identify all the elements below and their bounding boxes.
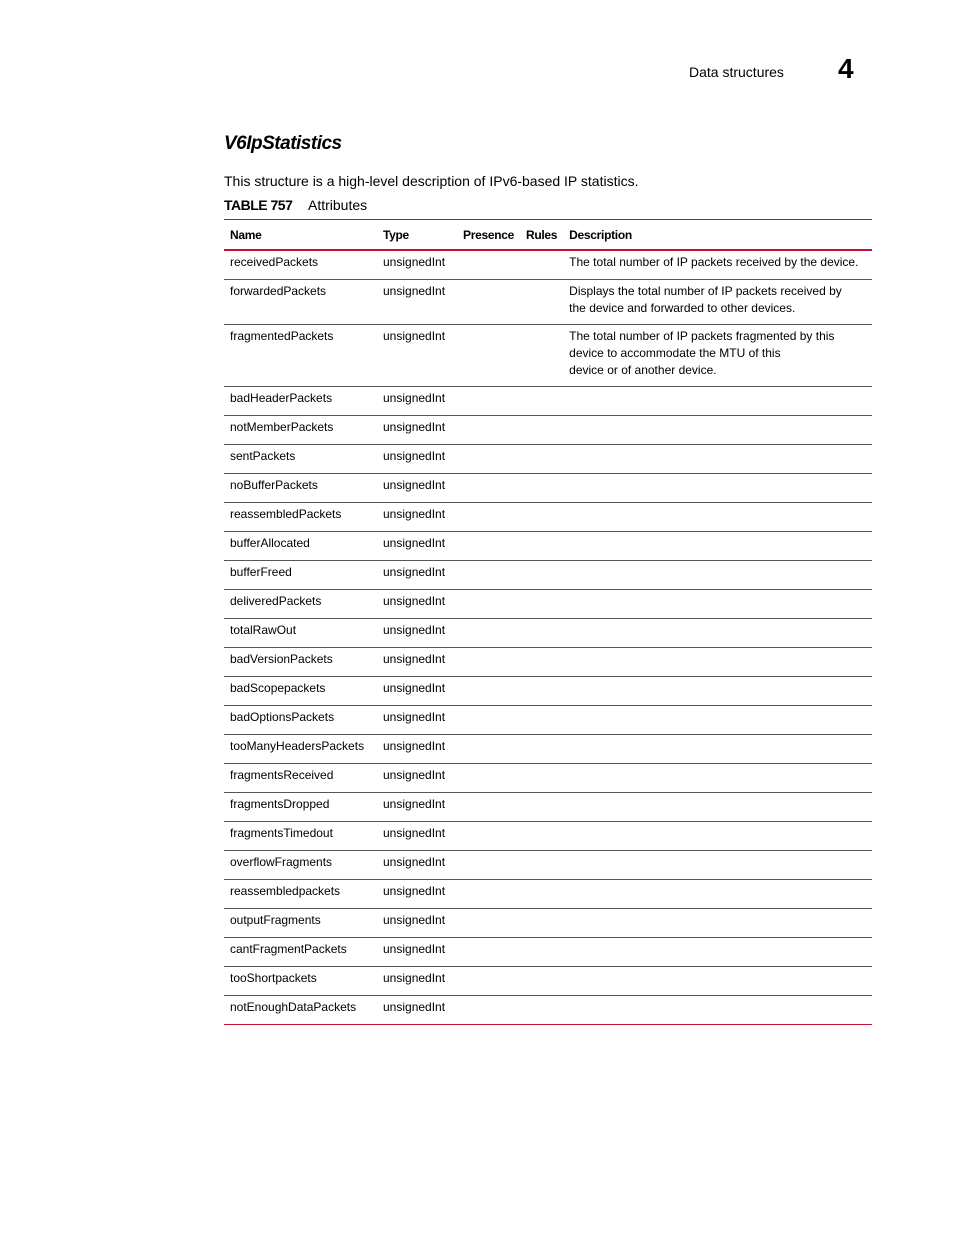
cell-presence: [457, 416, 520, 445]
table-caption-text: Attributes: [308, 197, 368, 213]
cell-rules: [520, 880, 563, 909]
table-row: [224, 764, 872, 793]
cell-type: unsignedInt: [377, 387, 457, 416]
cell-type: unsignedInt: [377, 880, 457, 909]
cell-type: unsignedInt: [377, 851, 457, 880]
cell-name: badOptionsPackets: [224, 706, 377, 735]
cell-presence: [457, 677, 520, 706]
cell-description: [563, 416, 872, 445]
table-row: [224, 996, 872, 1025]
cell-presence: [457, 996, 520, 1025]
cell-rules: [520, 445, 563, 474]
cell-type: unsignedInt: [377, 909, 457, 938]
cell-description: [563, 735, 872, 764]
cell-presence: [457, 445, 520, 474]
cell-description: [563, 677, 872, 706]
running-header-section: Data structures: [689, 64, 784, 80]
cell-description: [563, 706, 872, 735]
cell-description: [563, 590, 872, 619]
cell-presence: [457, 851, 520, 880]
cell-description: [563, 880, 872, 909]
cell-description: [563, 250, 872, 280]
chapter-number: 4: [838, 53, 854, 84]
table-row: [224, 325, 872, 387]
description-line: The total number of IP packets received by the device.: [569, 255, 859, 269]
cell-description: [563, 909, 872, 938]
cell-presence: [457, 619, 520, 648]
cell-rules: [520, 735, 563, 764]
cell-presence: [457, 503, 520, 532]
table-row: [224, 503, 872, 532]
cell-type: unsignedInt: [377, 325, 457, 387]
cell-type: unsignedInt: [377, 532, 457, 561]
table-body: [224, 250, 872, 1025]
table-row: [224, 445, 872, 474]
cell-type: unsignedInt: [377, 677, 457, 706]
cell-rules: [520, 387, 563, 416]
cell-type: unsignedInt: [377, 416, 457, 445]
cell-name: sentPackets: [224, 445, 377, 474]
cell-rules: [520, 967, 563, 996]
cell-type: unsignedInt: [377, 822, 457, 851]
cell-rules: [520, 280, 563, 325]
table-row: [224, 532, 872, 561]
cell-description: [563, 280, 872, 325]
cell-rules: [520, 619, 563, 648]
column-header-type: Type: [377, 220, 457, 251]
cell-presence: [457, 735, 520, 764]
table-row: [224, 250, 872, 280]
cell-presence: [457, 561, 520, 590]
cell-description: [563, 561, 872, 590]
cell-name: fragmentedPackets: [224, 325, 377, 387]
cell-rules: [520, 250, 563, 280]
table-row: [224, 280, 872, 325]
cell-presence: [457, 648, 520, 677]
cell-description: [563, 938, 872, 967]
cell-rules: [520, 416, 563, 445]
cell-description: [563, 619, 872, 648]
cell-description: [563, 822, 872, 851]
cell-description: [563, 474, 872, 503]
table-row: [224, 909, 872, 938]
cell-name: bufferFreed: [224, 561, 377, 590]
cell-name: tooShortpackets: [224, 967, 377, 996]
cell-description: [563, 503, 872, 532]
table-row: [224, 851, 872, 880]
column-header-rules: Rules: [520, 220, 563, 251]
table-row: [224, 967, 872, 996]
table-row: [224, 677, 872, 706]
cell-rules: [520, 532, 563, 561]
section-title: V6IpStatistics: [224, 133, 342, 154]
cell-type: unsignedInt: [377, 706, 457, 735]
cell-presence: [457, 793, 520, 822]
table-row: [224, 416, 872, 445]
attributes-table: [224, 219, 872, 1025]
table-row: [224, 822, 872, 851]
cell-name: fragmentsDropped: [224, 793, 377, 822]
cell-name: outputFragments: [224, 909, 377, 938]
description-line: The total number of IP packets fragmented by this: [569, 329, 835, 343]
cell-presence: [457, 967, 520, 996]
cell-type: unsignedInt: [377, 793, 457, 822]
cell-description: [563, 325, 872, 387]
cell-type: unsignedInt: [377, 764, 457, 793]
cell-rules: [520, 561, 563, 590]
intro-paragraph: This structure is a high-level description of IPv6-based IP statistics.: [224, 173, 639, 189]
cell-type: unsignedInt: [377, 561, 457, 590]
cell-presence: [457, 532, 520, 561]
cell-type: unsignedInt: [377, 280, 457, 325]
cell-presence: [457, 280, 520, 325]
cell-name: totalRawOut: [224, 619, 377, 648]
description-line: device to accommodate the MTU of this: [569, 346, 781, 360]
cell-rules: [520, 706, 563, 735]
cell-presence: [457, 706, 520, 735]
cell-rules: [520, 793, 563, 822]
cell-description: [563, 648, 872, 677]
table-row: [224, 648, 872, 677]
column-header-description: Description: [563, 220, 872, 251]
cell-name: forwardedPackets: [224, 280, 377, 325]
cell-presence: [457, 822, 520, 851]
cell-type: unsignedInt: [377, 967, 457, 996]
cell-type: unsignedInt: [377, 590, 457, 619]
cell-type: unsignedInt: [377, 735, 457, 764]
description-line: device or of another device.: [569, 363, 717, 377]
cell-rules: [520, 938, 563, 967]
cell-rules: [520, 851, 563, 880]
cell-name: overflowFragments: [224, 851, 377, 880]
cell-rules: [520, 590, 563, 619]
cell-rules: [520, 822, 563, 851]
table-row: [224, 793, 872, 822]
description-line: Displays the total number of IP packets received by: [569, 284, 842, 298]
table-row: [224, 619, 872, 648]
column-header-name: Name: [224, 220, 377, 251]
cell-name: notEnoughDataPackets: [224, 996, 377, 1025]
table-row: [224, 590, 872, 619]
cell-description: [563, 764, 872, 793]
cell-rules: [520, 909, 563, 938]
cell-presence: [457, 909, 520, 938]
table-caption-label: TABLE 757: [224, 197, 293, 213]
table-row: [224, 387, 872, 416]
cell-description: [563, 445, 872, 474]
cell-description: [563, 793, 872, 822]
cell-type: unsignedInt: [377, 938, 457, 967]
cell-name: receivedPackets: [224, 250, 377, 280]
cell-presence: [457, 880, 520, 909]
cell-description: [563, 967, 872, 996]
table-row: [224, 561, 872, 590]
cell-rules: [520, 325, 563, 387]
cell-name: reassembledPackets: [224, 503, 377, 532]
cell-presence: [457, 325, 520, 387]
cell-presence: [457, 250, 520, 280]
cell-name: notMemberPackets: [224, 416, 377, 445]
table-header-row: [224, 220, 872, 251]
table-row: [224, 938, 872, 967]
cell-name: noBufferPackets: [224, 474, 377, 503]
cell-description: [563, 996, 872, 1025]
cell-name: tooManyHeadersPackets: [224, 735, 377, 764]
description-line: the device and forwarded to other devices.: [569, 301, 796, 315]
cell-rules: [520, 648, 563, 677]
cell-name: bufferAllocated: [224, 532, 377, 561]
table-row: [224, 880, 872, 909]
cell-name: badVersionPackets: [224, 648, 377, 677]
cell-presence: [457, 764, 520, 793]
cell-presence: [457, 938, 520, 967]
cell-rules: [520, 503, 563, 532]
cell-name: deliveredPackets: [224, 590, 377, 619]
table-row: [224, 706, 872, 735]
cell-presence: [457, 590, 520, 619]
cell-type: unsignedInt: [377, 250, 457, 280]
cell-type: unsignedInt: [377, 445, 457, 474]
cell-description: [563, 851, 872, 880]
cell-name: badHeaderPackets: [224, 387, 377, 416]
cell-presence: [457, 474, 520, 503]
cell-rules: [520, 996, 563, 1025]
cell-type: unsignedInt: [377, 503, 457, 532]
cell-name: fragmentsReceived: [224, 764, 377, 793]
cell-description: [563, 532, 872, 561]
cell-name: reassembledpackets: [224, 880, 377, 909]
cell-rules: [520, 677, 563, 706]
table-row: [224, 474, 872, 503]
cell-name: cantFragmentPackets: [224, 938, 377, 967]
cell-name: badScopepackets: [224, 677, 377, 706]
column-header-presence: Presence: [457, 220, 520, 251]
cell-type: unsignedInt: [377, 619, 457, 648]
cell-rules: [520, 474, 563, 503]
cell-type: unsignedInt: [377, 996, 457, 1025]
table-row: [224, 735, 872, 764]
cell-presence: [457, 387, 520, 416]
cell-description: [563, 387, 872, 416]
cell-rules: [520, 764, 563, 793]
table-caption: [224, 197, 367, 213]
cell-type: unsignedInt: [377, 474, 457, 503]
cell-name: fragmentsTimedout: [224, 822, 377, 851]
cell-type: unsignedInt: [377, 648, 457, 677]
